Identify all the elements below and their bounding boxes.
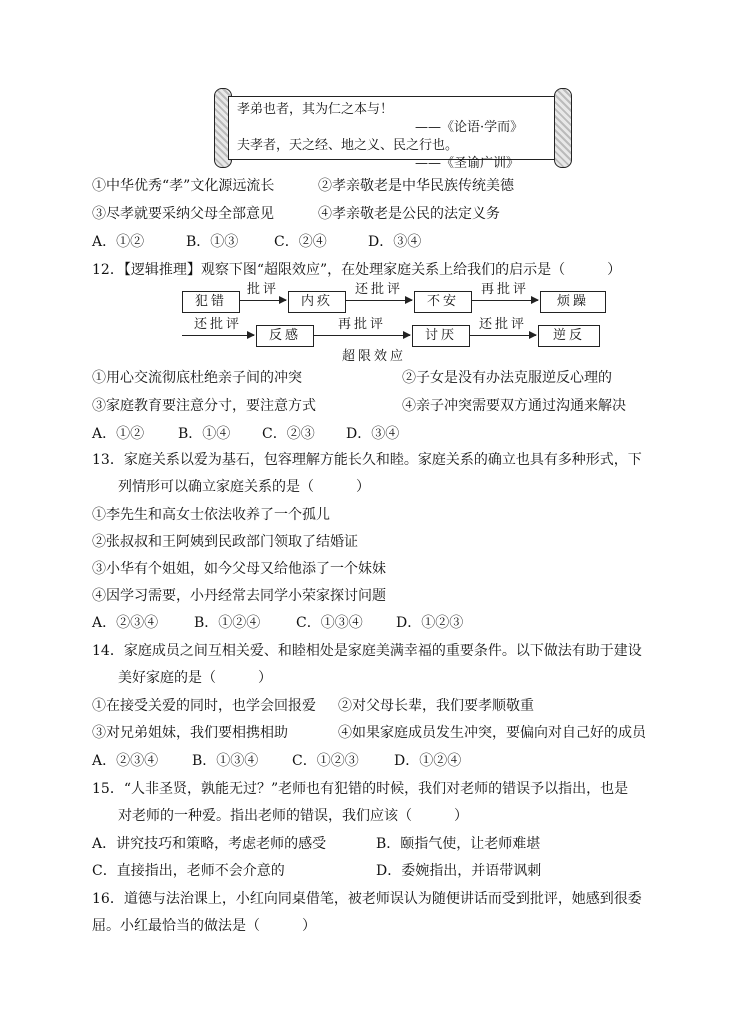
diagram-arrow-label-6: 还批评	[478, 317, 527, 332]
q15-stem-line-2: 对老师的一种爱。指出老师的错误，我们应该（ ）	[118, 808, 468, 824]
q11-option-a[interactable]: A．①②	[92, 234, 145, 250]
diagram-caption: 超限效应	[342, 349, 407, 364]
diagram-box-4: 烦躁	[540, 291, 606, 313]
q14-option-c[interactable]: C．①②③	[292, 753, 359, 769]
q13-stem-line-2: 列情形可以确立家庭关系的是（ ）	[118, 479, 370, 495]
q14-option-a[interactable]: A．②③④	[92, 753, 159, 769]
q11-statement-3: ③尽孝就要采纳父母全部意见	[92, 206, 274, 222]
quote-scroll	[214, 88, 572, 171]
diagram-box-6: 讨厌	[412, 325, 470, 347]
q14-stem-line-1: 14．家庭成员之间互相关爱、和睦相处是家庭美满幸福的重要条件。以下做法有助于建设	[92, 643, 642, 659]
q13-statement-1: ①李先生和高女士依法收养了一个孤儿	[92, 507, 330, 523]
q11-option-c[interactable]: C．②④	[274, 234, 327, 250]
q13-statement-2: ②张叔叔和王阿姨到民政部门领取了结婚证	[92, 534, 358, 550]
diagram-box-5: 反感	[256, 325, 314, 347]
q12-stem: 12．【逻辑推理】观察下图“超限效应”，在处理家庭关系上给我们的启示是（ ）	[92, 262, 622, 278]
diagram-box-3: 不安	[414, 291, 472, 313]
q11-option-b[interactable]: B．①③	[186, 234, 239, 250]
q14-statement-4: ④如果家庭成员发生冲突，要偏向对自己好的成员	[338, 725, 646, 741]
diagram-box-7: 逆反	[538, 325, 600, 347]
q15-option-c[interactable]: C．直接指出，老师不会介意的	[92, 863, 285, 879]
diagram-arrow-5	[314, 335, 410, 336]
q12-statement-2: ②子女是没有办法克服逆反心理的	[402, 370, 612, 386]
quote-line-2: 夫孝者，天之经、地之义、民之行也。	[237, 138, 459, 153]
diagram-arrow-4	[182, 335, 254, 336]
q12-option-a[interactable]: A．①②	[92, 426, 145, 442]
diagram-arrow-6	[470, 335, 536, 336]
diagram-arrow-label-1: 批评	[246, 282, 279, 297]
q14-stem-line-2: 美好家庭的是（ ）	[118, 670, 272, 686]
diagram-arrow-label-5: 再批评	[337, 317, 386, 332]
q11-statement-1: ①中华优秀“孝”文化源远流长	[92, 178, 275, 194]
q13-statement-3: ③小华有个姐姐，如今父母又给他添了一个妹妹	[92, 561, 386, 577]
quote-source-2: ——《圣谕广训》	[415, 156, 520, 171]
q13-option-b[interactable]: B．①②④	[194, 615, 261, 631]
q15-option-d[interactable]: D．委婉指出，并语带讽刺	[376, 863, 542, 879]
diagram-arrow-label-4: 还批评	[193, 317, 242, 332]
q14-option-b[interactable]: B．①③④	[192, 753, 259, 769]
q14-statement-1: ①在接受关爱的同时，也学会回报爱	[92, 698, 316, 714]
q12-option-d[interactable]: D．③④	[346, 426, 400, 442]
q11-statement-4: ④孝亲敬老是公民的法定义务	[318, 206, 500, 222]
q15-option-b[interactable]: B．颐指气使，让老师难堪	[376, 836, 541, 852]
q12-statement-4: ④亲子冲突需要双方通过沟通来解决	[402, 398, 626, 414]
q12-statement-3: ③家庭教育要注意分寸，要注意方式	[92, 398, 316, 414]
q14-option-d[interactable]: D．①②④	[394, 753, 462, 769]
q13-statement-4: ④因学习需要，小丹经常去同学小荣家探讨问题	[92, 588, 386, 604]
quote-source-1: ——《论语·学而》	[415, 120, 524, 135]
q14-statement-2: ②对父母长辈，我们要孝顺敬重	[338, 698, 534, 714]
diagram-arrow-label-3: 再批评	[480, 282, 529, 297]
q11-statement-2: ②孝亲敬老是中华民族传统美德	[318, 178, 514, 194]
diagram-arrow-1	[240, 300, 286, 301]
q13-stem-line-1: 13．家庭关系以爱为基石，包容理解方能长久和睦。家庭关系的确立也具有多种形式，下	[92, 452, 642, 468]
quote-line-1: 孝弟也者，其为仁之本与！	[237, 102, 394, 117]
q15-option-a[interactable]: A．讲究技巧和策略，考虑老师的感受	[92, 836, 327, 852]
q13-option-a[interactable]: A．②③④	[92, 615, 159, 631]
scroll-body	[228, 96, 558, 171]
q12-statement-1: ①用心交流彻底杜绝亲子间的冲突	[92, 370, 302, 386]
q12-option-c[interactable]: C．②③	[262, 426, 315, 442]
q15-stem-line-1: 15．“人非圣贤，孰能无过？”老师也有犯错的时候，我们对老师的错误予以指出，也是	[92, 781, 629, 797]
diagram-arrow-2	[346, 300, 412, 301]
diagram-arrow-3	[472, 300, 538, 301]
q12-option-b[interactable]: B．①④	[178, 426, 231, 442]
diagram-box-2: 内疚	[288, 291, 346, 313]
q16-stem-line-1: 16．道德与法治课上，小红向同桌借笔，被老师误认为随便讲话而受到批评，她感到很委	[92, 891, 642, 907]
diagram-box-1: 犯错	[182, 291, 240, 313]
q13-option-d[interactable]: D．①②③	[396, 615, 464, 631]
q11-option-d[interactable]: D．③④	[368, 234, 422, 250]
q14-statement-3: ③对兄弟姐妹，我们要相携相助	[92, 725, 288, 741]
q13-option-c[interactable]: C．①③④	[296, 615, 363, 631]
scroll-roll-right	[554, 88, 572, 168]
diagram-arrow-label-2: 还批评	[354, 282, 403, 297]
q16-stem-line-2: 屈。小红最恰当的做法是（ ）	[92, 918, 316, 934]
